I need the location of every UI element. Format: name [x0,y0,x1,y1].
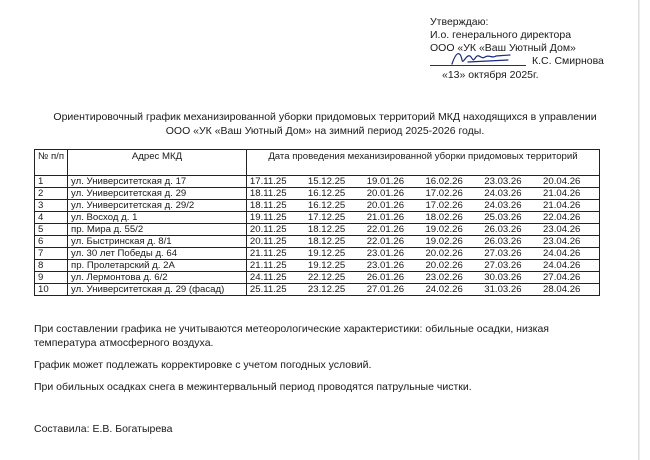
row-number: 10 [35,284,68,296]
table-row [35,248,600,260]
row-date: 23.01.26 [364,260,423,272]
approval-heading: Утверждаю: [430,16,489,28]
row-date: 24.11.25 [246,272,304,284]
row-date: 24.04.26 [540,248,599,260]
row-date: 22.01.26 [364,236,423,248]
row-date: 20.04.26 [540,176,599,188]
column-header-number: № п/п [35,150,68,176]
row-date: 17.12.25 [305,212,364,224]
row-date: 21.01.26 [364,212,423,224]
row-number: 2 [35,188,68,200]
row-date: 27.03.26 [481,260,540,272]
row-number: 4 [35,212,68,224]
table-row [35,284,600,296]
table-row [35,188,600,200]
row-date: 26.01.26 [364,272,423,284]
row-date: 24.03.26 [481,188,540,200]
row-address: ул. Лермонтова д. 6/2 [68,272,247,284]
note-2: График может подлежать корректировке с учетом погодных условий. [34,359,372,371]
row-date: 21.04.26 [540,200,599,212]
note-3: При обильных осадках снега в межинтервальный период проводятся патрульные чистки. [34,381,472,393]
row-date: 23.01.26 [364,248,423,260]
row-date: 27.01.26 [364,284,423,296]
table-row [35,200,600,212]
row-number: 5 [35,224,68,236]
table-row [35,176,600,188]
row-date: 24.03.26 [481,200,540,212]
row-number: 6 [35,236,68,248]
row-date: 21.11.25 [246,260,304,272]
row-address: ул. Университетская д. 17 [68,176,247,188]
row-date: 19.02.26 [422,236,481,248]
row-date: 20.11.25 [246,224,304,236]
row-date: 21.04.26 [540,188,599,200]
row-date: 23.12.25 [305,284,364,296]
table-row [35,260,600,272]
signer-name: К.С. Смирнова [532,55,604,67]
row-date: 31.03.26 [481,284,540,296]
row-date: 23.04.26 [540,236,599,248]
title-line-2: ООО «УК «Ваш Уютный Дом» на зимний период 2025-2026 годы. [165,125,485,137]
row-date: 16.12.25 [305,188,364,200]
row-date: 15.12.25 [305,176,364,188]
note-1: При составлении графика не учитываются метеорологические характеристики: обильные осадки, низкая температура атмосферного воздуха. [34,323,549,349]
row-date: 18.12.25 [305,236,364,248]
row-date: 16.12.25 [305,200,364,212]
row-address: ул. Университетская д. 29 (фасад) [68,284,247,296]
approval-position: И.о. генерального директора [430,29,572,41]
row-address: ул. Быстринская д. 8/1 [68,236,247,248]
row-date: 19.11.25 [246,212,304,224]
row-date: 22.04.26 [540,212,599,224]
column-header-dates: Дата проведения механизированной уборки придомовых территорий [246,150,599,176]
row-date: 27.04.26 [540,272,599,284]
row-date: 25.11.25 [246,284,304,296]
row-date: 30.03.26 [481,272,540,284]
compiled-by: Составила: Е.В. Богатырева [34,423,173,435]
row-date: 20.02.26 [422,248,481,260]
row-date: 26.03.26 [481,236,540,248]
page-edge [638,0,640,460]
row-number: 1 [35,176,68,188]
column-header-address: Адрес МКД [68,150,247,176]
row-date: 19.01.26 [364,176,423,188]
row-date: 24.04.26 [540,260,599,272]
row-date: 22.12.25 [305,272,364,284]
row-number: 3 [35,200,68,212]
row-date: 19.12.25 [305,260,364,272]
cleaning-schedule-table [34,149,600,296]
row-date: 18.11.25 [246,200,304,212]
handwritten-signature [448,48,518,68]
notes-section [34,322,604,402]
row-address: ул. Восход д. 1 [68,212,247,224]
row-address: пр. Пролетарский д. 2А [68,260,247,272]
row-date: 20.01.26 [364,200,423,212]
row-number: 7 [35,248,68,260]
row-date: 16.02.26 [422,176,481,188]
table-row [35,224,600,236]
row-date: 17.11.25 [246,176,304,188]
row-date: 19.02.26 [422,224,481,236]
signature-row [430,55,630,69]
approval-block [430,16,630,82]
table-header-row [35,150,600,176]
row-date: 22.01.26 [364,224,423,236]
table-row [35,236,600,248]
row-date: 27.03.26 [481,248,540,260]
row-address: пр. Мира д. 55/2 [68,224,247,236]
table-body [35,176,600,296]
row-date: 25.03.26 [481,212,540,224]
approval-date: «13» октября 2025г. [442,69,539,81]
approval-company: ООО «УК «Ваш Уютный Дом» [430,42,576,54]
row-date: 23.02.26 [422,272,481,284]
row-date: 18.12.25 [305,224,364,236]
row-date: 21.11.25 [246,248,304,260]
row-date: 28.04.26 [540,284,599,296]
row-date: 18.11.25 [246,188,304,200]
row-number: 8 [35,260,68,272]
document-title [40,110,610,138]
row-date: 17.02.26 [422,188,481,200]
row-address: ул. Университетская д. 29/2 [68,200,247,212]
row-date: 23.04.26 [540,224,599,236]
row-date: 19.12.25 [305,248,364,260]
table-row [35,212,600,224]
row-date: 17.02.26 [422,200,481,212]
row-address: ул. 30 лет Победы д. 64 [68,248,247,260]
row-date: 20.11.25 [246,236,304,248]
row-date: 20.02.26 [422,260,481,272]
row-date: 20.01.26 [364,188,423,200]
title-line-1: Ориентировочный график механизированной уборки придомовых территорий МКД находящихся в управлении [53,111,597,123]
row-date: 24.02.26 [422,284,481,296]
row-number: 9 [35,272,68,284]
row-date: 23.03.26 [481,176,540,188]
row-date: 26.03.26 [481,224,540,236]
table-row [35,272,600,284]
row-address: ул. Университетская д. 29 [68,188,247,200]
row-date: 18.02.26 [422,212,481,224]
